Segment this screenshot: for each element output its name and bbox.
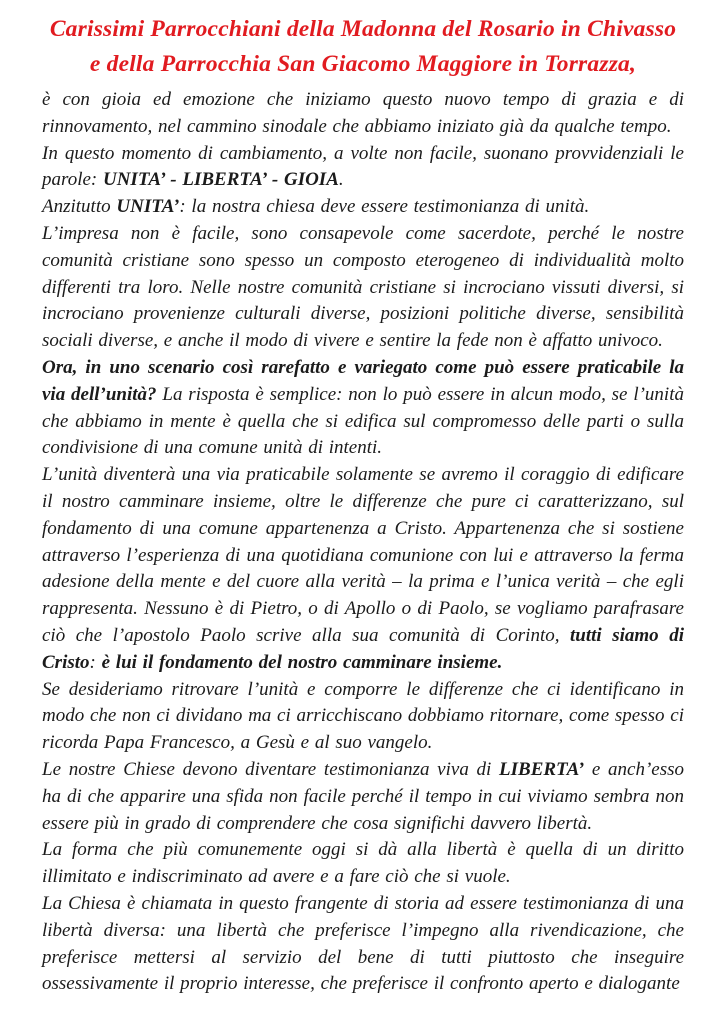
title-line-2: e della Parrocchia San Giacomo Maggiore in Torrazza,	[89, 51, 637, 77]
title-line-1: Carissimi Parrocchiani della Madonna del Rosario in Chivasso	[49, 16, 677, 42]
document-body	[42, 87, 684, 998]
paragraph: è con gioia ed emozione che iniziamo questo nuovo tempo di grazia e di rinnovamento, nel cammino sinodale che abbiamo iniziato già da qualche tempo.	[42, 89, 684, 137]
page-title	[42, 12, 684, 82]
paragraph: In questo momento di cambiamento, a volte non facile, suonano provvidenziali le parole: UNITA’ - LIBERTA’ - GIOIA.	[42, 142, 684, 191]
paragraph: L’impresa non è facile, sono consapevole come sacerdote, perché le nostre comunità cristiane sono spesso un composto eterogeneo di individualità molto differenti tra loro. Nelle nostre comunità cristiane si incrociano vissuti diversi, si incrociano provenienze culturali diverse, posizioni politiche diverse, sensibilità sociali diverse, e anche il modo di vivere e sentire la fede non è affatto univoco.	[42, 222, 684, 352]
paragraph: Se desideriamo ritrovare l’unità e comporre le differenze che ci identificano in modo che non ci dividano ma ci arricchiscano dobbiamo ritornare, come spesso ci ricorda Papa Francesco, a Gesù e al suo vangelo.	[42, 678, 684, 754]
paragraph: Anzitutto UNITA’: la nostra chiesa deve essere testimonianza di unità.	[42, 196, 590, 218]
paragraph: Ora, in uno scenario così rarefatto e variegato come può essere praticabile la via dell’unità? La risposta è semplice: non lo può essere in alcun modo, se l’unità che abbiamo in mente è quella che si edifica sul compromesso delle parti o sulla condivisione di una comune unità di intenti.	[42, 356, 684, 459]
paragraph: La forma che più comunemente oggi si dà alla libertà è quella di un diritto illimitato e indiscriminato ad avere e a fare ciò che si vuole.	[42, 839, 684, 888]
paragraph: Le nostre Chiese devono diventare testimonianza viva di LIBERTA’ e anch’esso ha di che apparire una sfida non facile perché il tempo in cui viviamo sembra non essere più in grado di comprendere che cosa significhi davvero libertà.	[42, 758, 685, 834]
paragraph: L’unità diventerà una via praticabile solamente se avremo il coraggio di edificare il nostro camminare insieme, oltre le differenze che pure ci caratterizzano, sul fondamento di una comune appartenenza a Cristo. Appartenenza che si sostiene attraverso l’esperienza di una quotidiana comunione con lui e attraverso la ferma adesione della mente e del cuore alla verità – la prima e l’unica verità – che egli rappresenta. Nessuno è di Pietro, o di Apollo o di Paolo, se vogliamo parafrasare ciò che l’apostolo Paolo scrive alla sua comunità di Corinto, tutti siamo di Cristo: è lui il fondamento del nostro camminare insieme.	[42, 464, 684, 673]
paragraph: La Chiesa è chiamata in questo frangente di storia ad essere testimonianza di una libertà diversa: una libertà che preferisce l’impegno alla rivendicazione, che preferisce mettersi al servizio del bene di tutti piuttosto che inseguire ossessivamente il proprio interesse, che preferisce il confronto aperto e dialogante	[42, 892, 684, 995]
